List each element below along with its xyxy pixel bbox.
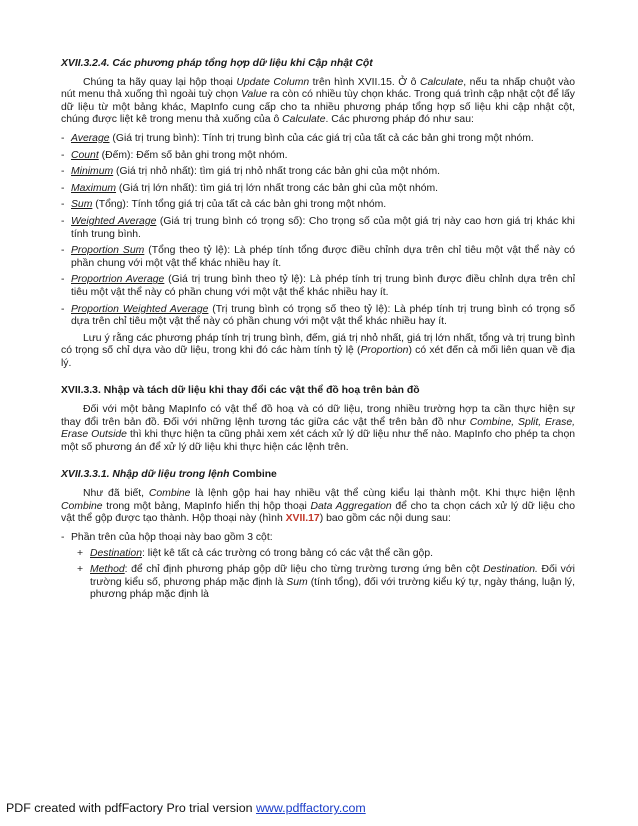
text-run: , nếu ta nhấp chuột vào nút menu thả xuống thì ngoài tuỳ chọn (61, 76, 575, 101)
bullet-dash: - (61, 215, 65, 227)
text-run: Chúng ta hãy quay lại hộp thoại (83, 76, 237, 88)
list-item (61, 183, 575, 196)
body-paragraph (61, 404, 575, 454)
heading-plain-part: Combine (232, 469, 277, 481)
emphasis: Data Aggregation (310, 500, 392, 512)
intro-paragraph (61, 77, 575, 127)
method-desc: (Tổng theo tỷ lệ): Là phép tính tổng được điều chỉnh dựa trên chỉ tiêu một vật thể này có phần chung với một vật thể khác nhiều hay ít. (71, 245, 575, 269)
bullet-dash: - (61, 531, 65, 543)
method-term: Count (71, 149, 99, 161)
text-run: trong một bảng, MapInfo hiển thị hộp thoại (102, 500, 311, 512)
column-term: Method (90, 564, 125, 575)
bullet-dash: - (61, 245, 65, 257)
footer-text: PDF created with pdfFactory Pro trial version (6, 801, 256, 815)
method-term: Proportrion Average (71, 274, 165, 286)
text-run: ra còn có nhiều tùy chọn khác. Trong quá trình cập nhật cột để lấy dữ liệu từ một bảng khác, MapInfo cung cấp cho ta nhiều phương pháp tổng hợp số liệu khi cập nhật cột, chúng được liệt kê trong menu thả xuống của ô (61, 89, 576, 126)
text-run: ) bao gồm các nội dung sau: (319, 513, 451, 525)
emphasis: Sum (286, 576, 308, 588)
emphasis: Calculate (419, 76, 464, 88)
document-page (61, 58, 575, 605)
method-desc: (Trị trung bình có trọng số theo tỷ lệ): Là phép tính trị trung bình có trọng số dựa trên chỉ tiêu một vật thể này có phần chung với một vật thể khác nhiều hay ít. (71, 303, 575, 328)
text-run: Lưu ý rằng các phương pháp tính trị trung bình, đếm, giá trị nhỏ nhất, giá trị lớn nhất, tổng và trị trung bình có trọng số chỉ dựa vào dữ liệu, trong khi đó các hàm tính tỷ lệ ( (61, 332, 575, 357)
emphasis: Update Column (236, 76, 310, 88)
method-desc: (Tổng): Tính tổng giá trị của tất cả các bản ghi trong một nhóm. (92, 199, 387, 211)
list-item (61, 304, 575, 329)
bullet-dash: - (61, 182, 65, 194)
figure-reference: XVII.17 (285, 513, 320, 525)
emphasis: Value (240, 89, 268, 101)
bullet-dash: - (61, 303, 65, 315)
text-run: thì khi thực hiện ta cũng phải xem xét cách xử lý dữ liệu như thế nào. MapInfo cho phép ta chọn một số phương án để xử lý dữ liệu khi thực hiện các lệnh trên. (61, 429, 575, 453)
list-item (61, 150, 575, 163)
method-term: Maximum (71, 182, 117, 194)
sub-list-item (77, 564, 575, 602)
note-paragraph (61, 333, 575, 371)
column-desc: (tính tổng), đối với trường kiểu ký tự, ngày tháng, luận lý, phương pháp mặc định là (90, 576, 575, 601)
sub-list-item (77, 548, 575, 561)
text-run: để cho ta chọn cách xử lý dữ liệu cho vật thể gộp được tạo thành. Hộp thoại này (hình (61, 500, 575, 525)
text-run: ) có xét đến cả mối liên quan về địa lý. (61, 345, 575, 369)
emphasis: Proportion (360, 345, 409, 357)
bullet-plus: + (77, 564, 84, 575)
column-term: Destination (90, 548, 142, 560)
column-desc: : liệt kê tất cả các trường có trong bảng có các vật thể cần gộp. (141, 548, 433, 560)
emphasis: Combine, Split, Erase, Erase Outside (61, 416, 575, 441)
subsection-heading (61, 469, 575, 482)
method-desc: (Giá trị trung bình có trọng số): Cho trọng số của một giá trị này cao hơn giá trị khác khi tính trung bình. (71, 215, 575, 240)
text-run: là lệnh gộp hai hay nhiều vật thể cùng kiểu lại thành một. Khi thực hiện lệnh (190, 488, 575, 500)
list-item (61, 532, 575, 545)
body-paragraph (61, 488, 575, 526)
list-item (61, 199, 575, 212)
method-term: Average (71, 132, 110, 144)
list-item (61, 166, 575, 179)
method-desc: (Giá trị lớn nhất): tìm giá trị lớn nhất trong các bản ghi của một nhóm. (116, 182, 439, 194)
text-run: . Các phương pháp đó như sau: (325, 114, 474, 126)
emphasis: Combine (61, 500, 103, 512)
text-run: Đối với một bảng MapInfo có vật thể đồ hoạ và có dữ liệu, trong nhiều trường hợp ta cần thực hiện sự thay đổi trên bản đồ. Đối với những lệnh tương tác giữa các vật thể trên bản đồ như (61, 404, 575, 428)
column-desc: : để chỉ định phương pháp gộp dữ liệu cho từng trường tương ứng bên cột (124, 564, 484, 575)
emphasis: Calculate (282, 114, 326, 126)
list-item (61, 133, 575, 146)
bullet-dash: - (61, 132, 65, 144)
method-desc: (Giá trị trung bình theo tỷ lệ): Là phép tính trị trung bình được điều chỉnh dựa trên chỉ tiêu một vật thể này có phần chung với một vật thể khác nhiều hay ít. (71, 274, 576, 298)
bullet-dash: - (61, 149, 65, 161)
method-desc: (Đếm): Đếm số bản ghi trong một nhóm. (98, 149, 288, 161)
list-item (61, 245, 575, 270)
list-item (61, 216, 575, 241)
pdf-footer (6, 801, 366, 815)
method-desc: (Giá trị nhỏ nhất): tìm giá trị nhỏ nhất trong các bản ghi của một nhóm. (113, 166, 441, 178)
method-term: Proportion Weighted Average (71, 303, 209, 315)
bullet-dash: - (61, 199, 65, 211)
emphasis: Destination. (483, 564, 538, 575)
text-run: Như đã biết, (83, 488, 149, 500)
section-heading: XVII.3.2.4. Các phương pháp tổng hợp dữ liệu khi Cập nhật Cột (61, 58, 373, 69)
method-term: Minimum (71, 166, 114, 178)
column-desc: Đối với trường kiểu số, phương pháp mặc định là (90, 564, 575, 588)
method-term: Weighted Average (71, 215, 157, 227)
bullet-dash: - (61, 166, 65, 178)
list-item (61, 274, 575, 299)
section-heading: XVII.3.3. Nhập và tách dữ liệu khi thay đổi các vật thể đồ hoạ trên bản đồ (61, 385, 420, 397)
heading-italic-part: XVII.3.3.1. Nhập dữ liệu trong lệnh (61, 469, 233, 481)
method-term: Proportion Sum (71, 245, 145, 257)
spacer (61, 460, 575, 469)
emphasis: Combine (148, 488, 191, 500)
text-run: trên hình XVII.15. Ở ô (309, 76, 420, 88)
bullet-plus: + (77, 548, 84, 560)
method-term: Sum (71, 199, 93, 211)
pdffactory-link[interactable]: www.pdffactory.com (255, 801, 366, 815)
bullet-text: Phần trên của hộp thoại này bao gồm 3 cột: (71, 531, 273, 543)
bullet-dash: - (61, 274, 65, 286)
method-desc: (Giá trị trung bình): Tính trị trung bình của các giá trị của tất cả các bản ghi trong một nhóm. (109, 132, 534, 144)
